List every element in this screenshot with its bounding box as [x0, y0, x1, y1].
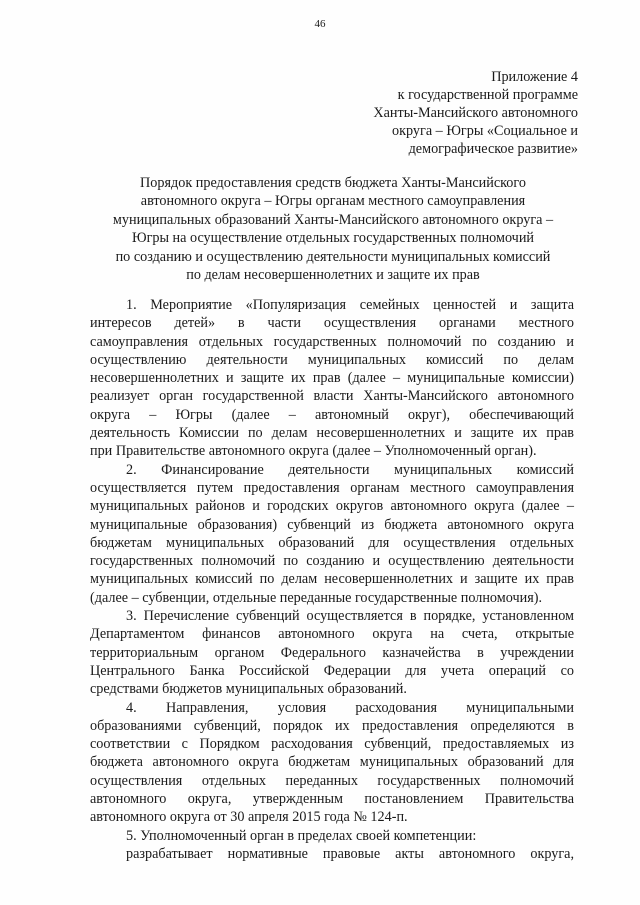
- body-line: осуществлению деятельности муниципальных комиссий по делам: [90, 351, 574, 368]
- page-number: 46: [314, 18, 326, 30]
- body-line: автономного округа от 30 апреля 2015 года № 124-п.: [90, 809, 408, 826]
- body-line: интересов детей» в части осуществления органами местного: [90, 315, 574, 332]
- body-line: 3. Перечисление субвенций осуществляется в порядке, установленном: [126, 608, 574, 625]
- body-line: территориальным органом Федерального казначейства в учреждении: [90, 644, 574, 661]
- title-line: автономного округа – Югры органам местного самоуправления: [140, 193, 526, 210]
- body-line: реализует орган государственной власти Ханты-Мансийского автономного: [90, 388, 574, 405]
- title-line: Югры на осуществление отдельных государственных полномочий: [131, 230, 535, 247]
- document-title: [70, 174, 596, 284]
- body-line: Департаментом финансов автономного округа на счета, открытые: [90, 626, 574, 643]
- title-line: Порядок предоставления средств бюджета Ханты-Мансийского: [140, 175, 526, 191]
- appendix-line: демографическое развитие»: [408, 141, 578, 157]
- appendix-line: к государственной программе: [397, 87, 578, 103]
- body-line: образованиями субвенций, порядок их предоставления определяются в: [90, 717, 574, 734]
- body-line: осуществляется путем предоставления органам местного самоуправления: [90, 479, 574, 496]
- body-line: самоуправления отдельных государственных полномочий по созданию и: [90, 333, 574, 350]
- body-line: при Правительстве автономного округа (далее – Уполномоченный орган).: [90, 443, 537, 460]
- appendix-line: Ханты-Мансийского автономного: [373, 105, 578, 121]
- appendix-line: Приложение 4: [491, 69, 578, 85]
- appendix-block: [318, 68, 578, 158]
- body-line: 5. Уполномоченный орган в пределах своей компетенции:: [126, 827, 477, 844]
- body-line: бюджета автономного округа бюджетам муниципальных образований для: [90, 754, 574, 771]
- body-line: муниципальных комиссий по делам несовершеннолетних и защите их прав: [90, 571, 574, 588]
- title-line: по делам несовершеннолетних и защите их прав: [186, 267, 480, 284]
- title-line: муниципальных образований Ханты-Мансийского автономного округа –: [112, 211, 554, 228]
- body-line: округа – Югры (далее – автономный округ), обеспечивающий: [90, 406, 574, 423]
- title-line: по созданию и осуществлению деятельности муниципальных комиссий: [115, 248, 551, 265]
- body-line: государственных полномочий по созданию и осуществлению деятельности: [90, 553, 574, 570]
- body-line: разрабатывает нормативные правовые акты автономного округа,: [126, 845, 574, 862]
- body-line: 4. Направления, условия расходования муниципальными: [126, 699, 574, 716]
- body-line: средствами бюджетов муниципальных образований.: [90, 681, 407, 698]
- body-line: 1. Мероприятие «Популяризация семейных ценностей и защита: [126, 297, 574, 313]
- body-line: автономного округа, утвержденным постановлением Правительства: [90, 791, 574, 808]
- body-line: Центрального Банка Российской Федерации для учета операций со: [90, 662, 574, 679]
- body-line: муниципальные образования) субвенций из бюджета автономного округа: [90, 516, 574, 533]
- document-body: [90, 296, 574, 863]
- body-line: 2. Финансирование деятельности муниципальных комиссий: [126, 461, 574, 478]
- body-line: осуществления отдельных переданных государственных полномочий: [90, 772, 574, 789]
- body-line: несовершеннолетних и защите их прав (далее – муниципальные комиссии): [90, 370, 574, 387]
- body-line: (далее – субвенции, отдельные переданные государственные полномочия).: [90, 589, 542, 606]
- body-line: соответствии с Порядком расходования субвенций, предоставляемых из: [90, 736, 574, 753]
- body-line: деятельность Комиссии по делам несовершеннолетних и защите их прав: [90, 425, 574, 442]
- appendix-line: округа – Югры «Социальное и: [392, 123, 578, 139]
- body-line: бюджетам муниципальных образований для осуществления отдельных: [90, 534, 574, 551]
- body-line: муниципальных районов и городских округов автономного округа (далее –: [90, 498, 574, 515]
